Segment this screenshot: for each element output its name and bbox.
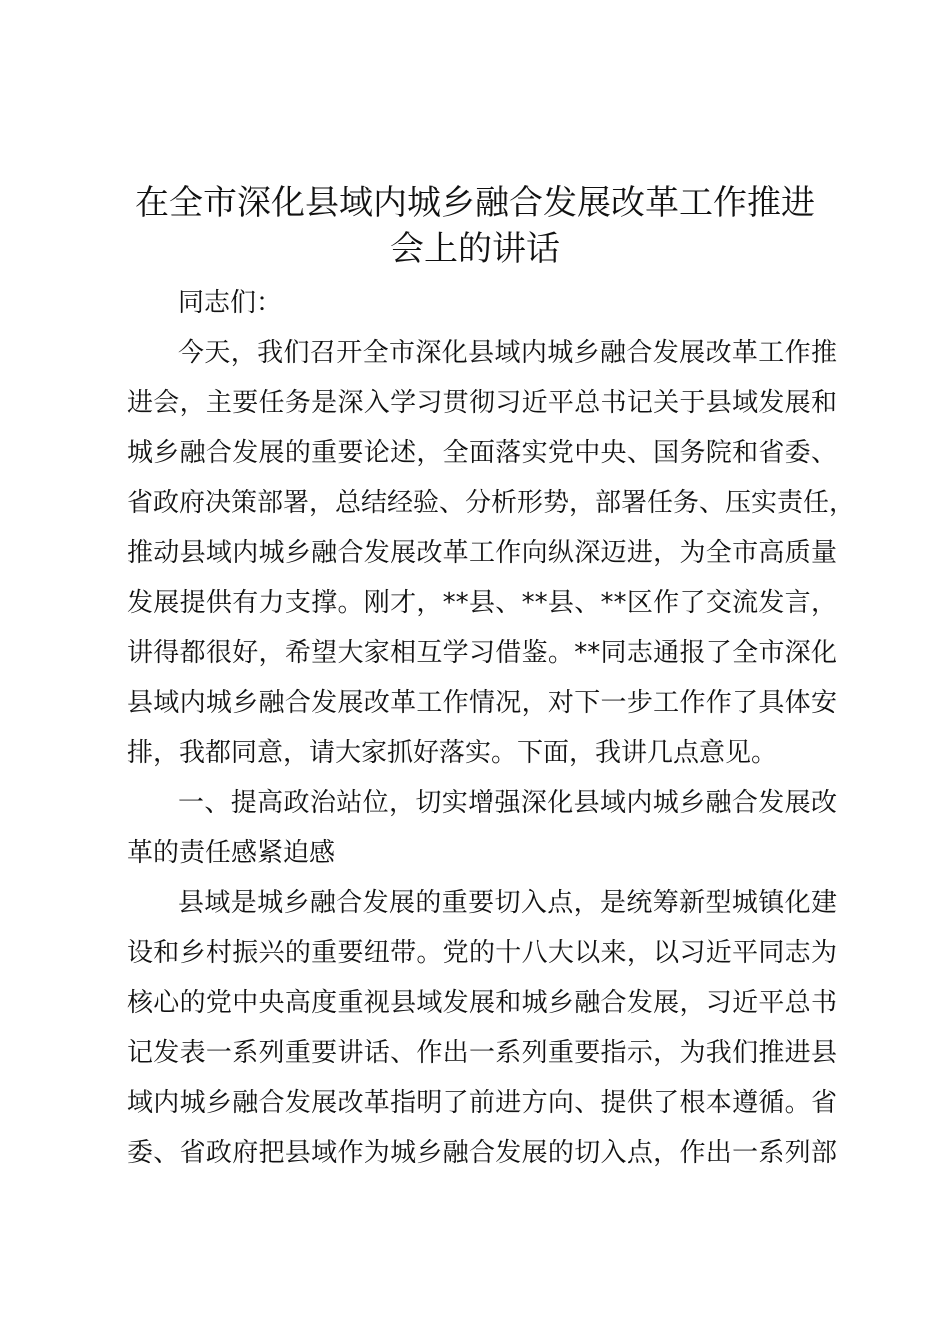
paragraph-line: 排，我都同意，请大家抓好落实。下面，我讲几点意见。 bbox=[127, 738, 778, 768]
paragraph-line: 发展提供有力支撑。刚才，**县、**县、**区作了交流发言， bbox=[127, 588, 837, 618]
paragraph-line: 县域内城乡融合发展改革工作情况，对下一步工作作了具体安 bbox=[127, 688, 837, 718]
title-line: 在全市深化县域内城乡融合发展改革工作推进 bbox=[135, 183, 815, 223]
paragraph-line: 委、省政府把县域作为城乡融合发展的切入点，作出一系列部 bbox=[127, 1138, 837, 1168]
section-heading-line: 革的责任感紧迫感 bbox=[127, 838, 336, 868]
paragraph-line: 记发表一系列重要讲话、作出一系列重要指示，为我们推进县 bbox=[127, 1038, 837, 1068]
salutation: 同志们： bbox=[178, 288, 283, 318]
paragraph-line: 域内城乡融合发展改革指明了前进方向、提供了根本遵循。省 bbox=[127, 1088, 837, 1118]
paragraph-line: 进会，主要任务是深入学习贯彻习近平总书记关于县域发展和 bbox=[127, 388, 837, 418]
paragraph-line: 城乡融合发展的重要论述，全面落实党中央、国务院和省委、 bbox=[127, 438, 837, 468]
title-line: 会上的讲话 bbox=[390, 229, 560, 269]
paragraph-line: 今天，我们召开全市深化县域内城乡融合发展改革工作推 bbox=[178, 338, 837, 368]
document-title bbox=[120, 180, 830, 272]
paragraph-line: 设和乡村振兴的重要纽带。党的十八大以来，以习近平同志为 bbox=[127, 938, 837, 968]
section-heading-line: 一、提高政治站位，切实增强深化县域内城乡融合发展改 bbox=[178, 788, 837, 818]
paragraph-line: 县域是城乡融合发展的重要切入点，是统筹新型城镇化建 bbox=[178, 888, 837, 918]
paragraph-line: 推动县域内城乡融合发展改革工作向纵深迈进，为全市高质量 bbox=[127, 538, 837, 568]
paragraph-line: 讲得都很好，希望大家相互学习借鉴。**同志通报了全市深化 bbox=[127, 638, 837, 668]
paragraph-line: 省政府决策部署，总结经验、分析形势，部署任务、压实责任， bbox=[127, 488, 856, 518]
paragraph-line: 核心的党中央高度重视县域发展和城乡融合发展，习近平总书 bbox=[127, 988, 837, 1018]
